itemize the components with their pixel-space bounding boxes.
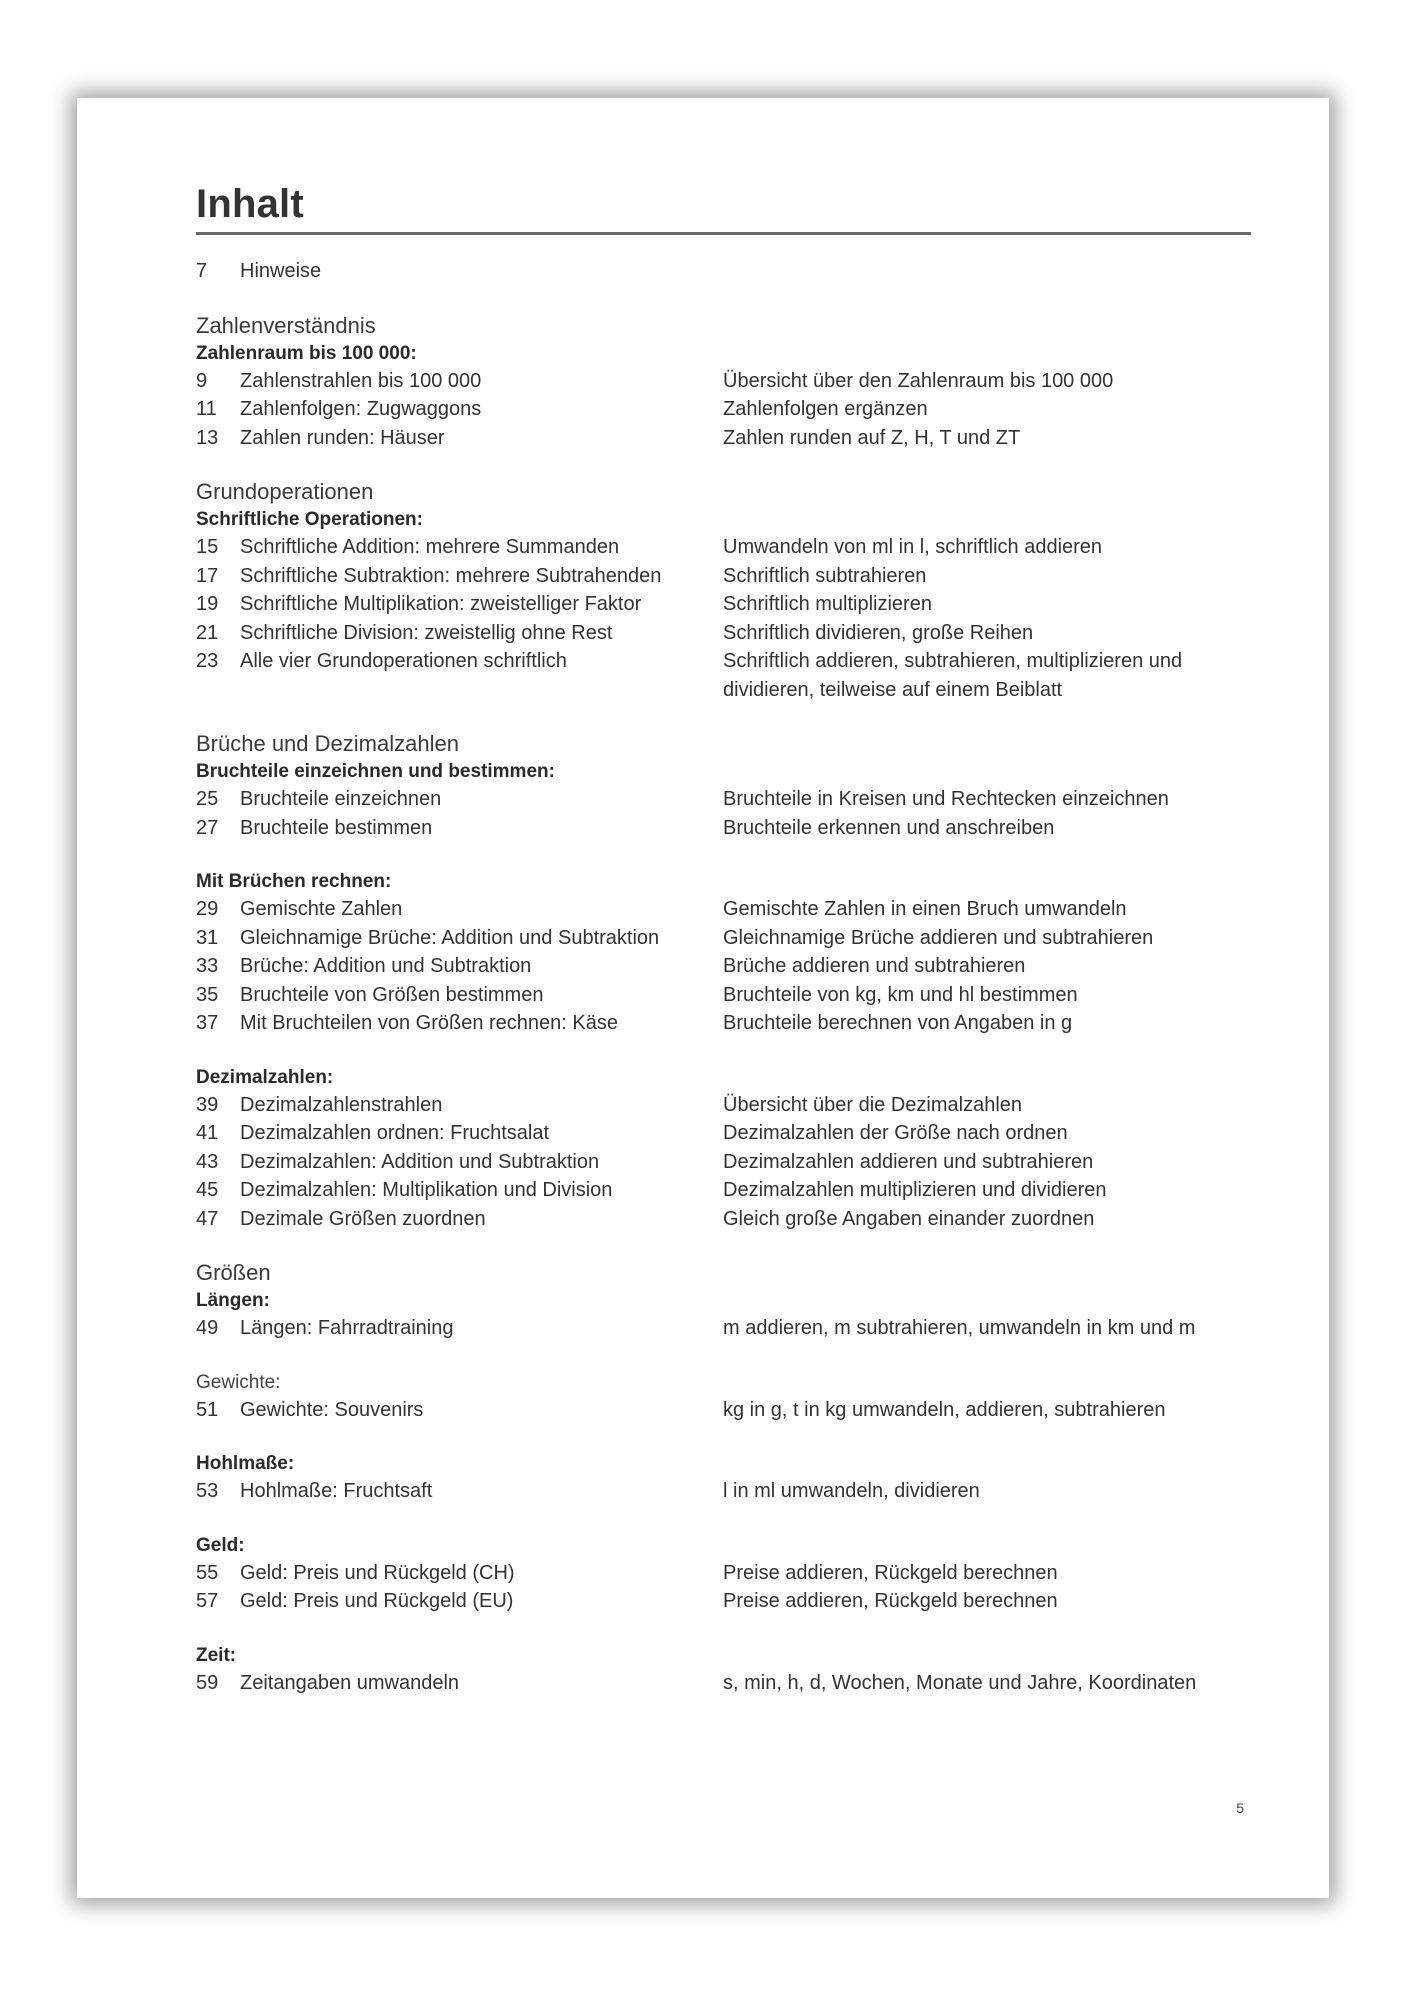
entry-title: Hinweise — [240, 260, 322, 282]
entry-title: Schriftliche Subtraktion: mehrere Subtrahenden — [240, 564, 662, 587]
entry-title: Hohlmaße: Fruchtsaft — [240, 1480, 433, 1502]
entry-title: Dezimalzahlenstrahlen — [240, 1093, 443, 1116]
toc-entry — [196, 367, 1251, 396]
entry-title: Zeitangaben umwandeln — [240, 1671, 460, 1694]
entry-description: Schriftlich dividieren, große Reihen — [723, 621, 1034, 644]
entry-description: Dezimalzahlen der Größe nach ordnen — [723, 1122, 1068, 1144]
section-heading: Brüche und Dezimalzahlen — [196, 731, 459, 756]
section-heading: Zahlenverständnis — [196, 312, 376, 338]
entry-page-number: 9 — [196, 369, 208, 392]
entry-description: Übersicht über die Dezimalzahlen — [723, 1093, 1023, 1116]
entry-description: Zahlen runden auf Z, H, T und ZT — [723, 426, 1021, 449]
page-title: Inhalt — [196, 180, 1251, 235]
entry-page-number: 31 — [196, 926, 219, 949]
entry-title: Zahlenstrahlen bis 100 000 — [240, 369, 482, 392]
entry-page-number: 27 — [196, 816, 219, 839]
toc-entry — [196, 1091, 1251, 1120]
entry-page-number: 43 — [196, 1150, 219, 1173]
section-heading: Grundoperationen — [196, 479, 374, 504]
entry-description: Gleichnamige Brüche addieren und subtrahieren — [723, 926, 1154, 949]
entry-description: Schriftlich addieren, subtrahieren, multiplizieren und dividieren, teilweise auf einem Beiblatt — [723, 650, 1183, 701]
entry-title: Geld: Preis und Rückgeld (EU) — [240, 1590, 514, 1612]
entry-description: Gemischte Zahlen in einen Bruch umwandeln — [723, 898, 1127, 920]
toc-group — [196, 506, 1251, 704]
entry-title: Bruchteile bestimmen — [240, 816, 433, 839]
toc-entry — [196, 981, 1251, 1010]
toc-group — [196, 1450, 1251, 1506]
toc-entry — [196, 1148, 1251, 1177]
toc-group — [196, 1064, 1251, 1234]
toc-group — [196, 340, 1251, 453]
group-label: Dezimalzahlen: — [196, 1066, 334, 1088]
entry-page-number: 47 — [196, 1207, 219, 1230]
entry-title: Dezimalzahlen ordnen: Fruchtsalat — [240, 1122, 550, 1144]
toc-group — [196, 868, 1251, 1038]
entry-title: Bruchteile einzeichnen — [240, 788, 442, 810]
toc-entry-intro — [196, 257, 1251, 286]
toc-entry — [196, 1205, 1251, 1234]
entry-page-number: 41 — [196, 1122, 219, 1144]
toc-section — [196, 730, 1251, 1233]
toc-group — [196, 758, 1251, 842]
toc-entry — [196, 1559, 1251, 1588]
entry-page-number: 13 — [196, 426, 219, 449]
group-label: Zahlenraum bis 100 000: — [196, 342, 417, 364]
toc-section — [196, 478, 1251, 704]
entry-description: Bruchteile von kg, km und hl bestimmen — [723, 983, 1078, 1006]
entry-description: Gleich große Angaben einander zuordnen — [723, 1207, 1095, 1230]
toc-entry — [196, 1009, 1251, 1038]
entry-title: Längen: Fahrradtraining — [240, 1317, 454, 1339]
toc-entry — [196, 533, 1251, 562]
entry-description: Bruchteile in Kreisen und Rechtecken einzeichnen — [723, 788, 1169, 810]
group-label: Schriftliche Operationen: — [196, 509, 423, 530]
entry-title: Schriftliche Multiplikation: zweistelliger Faktor — [240, 593, 642, 615]
toc-entry — [196, 1119, 1251, 1148]
toc-entry — [196, 814, 1251, 843]
entry-page-number: 49 — [196, 1317, 219, 1339]
entry-description: Umwandeln von ml in l, schriftlich addieren — [723, 536, 1103, 558]
toc-entry — [196, 424, 1251, 453]
entry-title: Zahlen runden: Häuser — [240, 426, 445, 449]
toc-entry — [196, 1176, 1251, 1205]
toc-entry — [196, 590, 1251, 619]
entry-page-number: 21 — [196, 621, 219, 644]
entry-page-number: 53 — [196, 1480, 219, 1502]
entry-description: Schriftlich multiplizieren — [723, 593, 932, 615]
toc-section — [196, 1259, 1251, 1697]
group-label: Geld: — [196, 1534, 245, 1556]
entry-page-number: 55 — [196, 1561, 219, 1584]
toc-content — [196, 180, 1251, 1697]
entry-title: Bruchteile von Größen bestimmen — [240, 983, 544, 1006]
toc-group — [196, 1287, 1251, 1343]
toc-entry — [196, 562, 1251, 591]
toc-entry — [196, 395, 1251, 424]
entry-title: Dezimalzahlen: Multiplikation und Division — [240, 1179, 613, 1201]
entry-description: l in ml umwandeln, dividieren — [723, 1480, 980, 1502]
entry-title: Schriftliche Addition: mehrere Summanden — [240, 536, 620, 558]
toc-sections — [196, 312, 1251, 1698]
entry-description: kg in g, t in kg umwandeln, addieren, subtrahieren — [723, 1398, 1166, 1421]
entry-title: Geld: Preis und Rückgeld (CH) — [240, 1561, 515, 1584]
group-label: Gewichte: — [196, 1371, 281, 1393]
toc-group — [196, 1369, 1251, 1425]
entry-page-number: 45 — [196, 1179, 219, 1201]
toc-entry — [196, 647, 1251, 704]
toc-entry — [196, 1587, 1251, 1616]
group-label: Mit Brüchen rechnen: — [196, 871, 392, 892]
entry-description: Schriftlich subtrahieren — [723, 564, 927, 587]
entry-description: m addieren, m subtrahieren, umwandeln in km und m — [723, 1317, 1196, 1339]
entry-title: Mit Bruchteilen von Größen rechnen: Käse — [240, 1012, 618, 1034]
toc-group — [196, 1532, 1251, 1616]
entry-description: Preise addieren, Rückgeld berechnen — [723, 1590, 1058, 1612]
entry-page-number: 29 — [196, 898, 219, 920]
entry-title: Schriftliche Division: zweistellig ohne Rest — [240, 621, 613, 644]
entry-title: Alle vier Grundoperationen schriftlich — [240, 650, 567, 672]
entry-description: Dezimalzahlen multiplizieren und dividieren — [723, 1179, 1107, 1201]
entry-title: Gleichnamige Brüche: Addition und Subtraktion — [240, 926, 660, 949]
group-label: Bruchteile einzeichnen und bestimmen: — [196, 761, 555, 782]
group-label: Längen: — [196, 1290, 270, 1311]
entry-description: Zahlenfolgen ergänzen — [723, 398, 928, 420]
entry-description: Bruchteile berechnen von Angaben in g — [723, 1012, 1073, 1034]
entry-page-number: 17 — [196, 564, 219, 587]
entry-page-number: 11 — [196, 398, 217, 420]
entry-title: Dezimale Größen zuordnen — [240, 1207, 486, 1230]
entry-title: Zahlenfolgen: Zugwaggons — [240, 398, 482, 420]
toc-section — [196, 312, 1251, 453]
entry-title: Gemischte Zahlen — [240, 898, 403, 920]
entry-description: Übersicht über den Zahlenraum bis 100 000 — [723, 369, 1114, 392]
toc-entry — [196, 1477, 1251, 1506]
entry-page-number: 59 — [196, 1671, 219, 1694]
entry-title: Gewichte: Souvenirs — [240, 1398, 424, 1421]
entry-page-number: 33 — [196, 955, 219, 977]
toc-entry — [196, 1669, 1251, 1698]
entry-page-number: 7 — [196, 260, 208, 282]
toc-entry — [196, 1314, 1251, 1343]
group-label: Zeit: — [196, 1644, 237, 1666]
entry-description: Dezimalzahlen addieren und subtrahieren — [723, 1150, 1094, 1173]
page-number: 5 — [1236, 1800, 1244, 1816]
entry-page-number: 39 — [196, 1093, 219, 1116]
entry-description: s, min, h, d, Wochen, Monate und Jahre, Koordinaten — [723, 1671, 1197, 1694]
entry-page-number: 23 — [196, 650, 219, 672]
section-heading: Größen — [196, 1260, 271, 1285]
toc-entry — [196, 895, 1251, 924]
entry-title: Dezimalzahlen: Addition und Subtraktion — [240, 1150, 600, 1173]
toc-entry — [196, 785, 1251, 814]
entry-page-number: 35 — [196, 983, 219, 1006]
toc-entry — [196, 1396, 1251, 1425]
document-page — [77, 98, 1329, 1898]
toc-entry — [196, 619, 1251, 648]
entry-title: Brüche: Addition und Subtraktion — [240, 955, 532, 977]
entry-page-number: 51 — [196, 1398, 219, 1421]
entry-page-number: 25 — [196, 788, 219, 810]
toc-group — [196, 1642, 1251, 1698]
entry-page-number: 37 — [196, 1012, 219, 1034]
entry-page-number: 19 — [196, 593, 219, 615]
entry-page-number: 15 — [196, 536, 219, 558]
entry-page-number: 57 — [196, 1590, 219, 1612]
group-label: Hohlmaße: — [196, 1453, 295, 1474]
toc-entry — [196, 924, 1251, 953]
toc-entry — [196, 952, 1251, 981]
entry-description: Brüche addieren und subtrahieren — [723, 955, 1026, 977]
entry-description: Bruchteile erkennen und anschreiben — [723, 816, 1055, 839]
entry-description: Preise addieren, Rückgeld berechnen — [723, 1561, 1058, 1584]
